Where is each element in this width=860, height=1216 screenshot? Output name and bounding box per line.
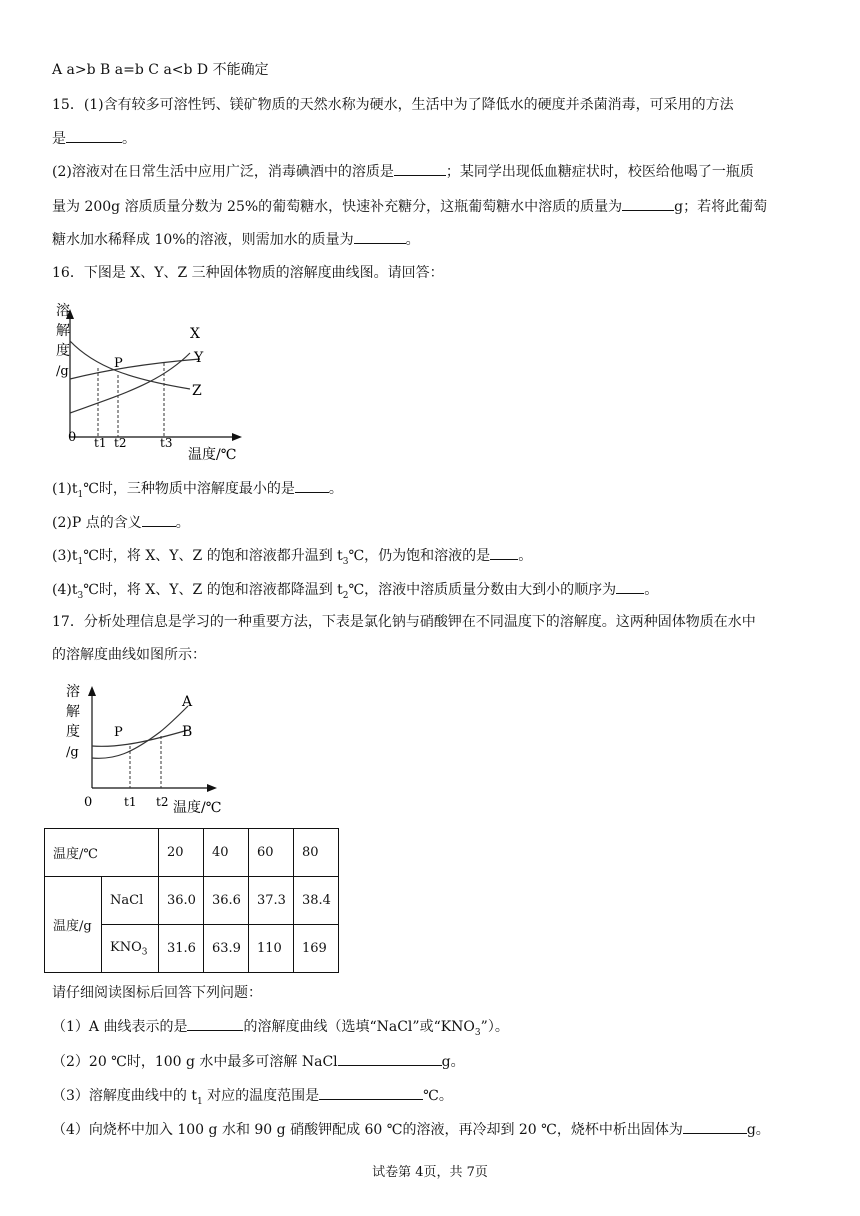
q17-stem-1: 17．分析处理信息是学习的一种重要方法，下表是氯化钠与硝酸钾在不同温度下的溶解度。这两种固体物质在水中 — [52, 614, 756, 630]
q16-q3-b: ℃时，将 X、Y、Z 的饱和溶液都升温到 t — [83, 548, 343, 564]
q17-q3 — [52, 1085, 453, 1112]
q17-ylabel-4: /g — [66, 745, 79, 760]
q16-q4-sub2: 2 — [342, 590, 349, 601]
q16-label-y: Y — [194, 350, 204, 366]
q16-q3-post: 。 — [518, 548, 533, 564]
q15-line5-post: 。 — [405, 232, 420, 248]
q17-solubility-chart — [60, 678, 260, 822]
q16-ylabel-4: /g — [56, 364, 69, 379]
q17-origin: 0 — [84, 795, 93, 810]
q15-blank-2[interactable] — [394, 161, 446, 176]
table-cell: 110 — [249, 925, 294, 973]
q14-options: A a>b B a=b C a<b D 不能确定 — [52, 62, 269, 78]
q15-blank-4[interactable] — [354, 229, 406, 244]
q17-blank-2[interactable] — [338, 1051, 442, 1066]
q16-q3-a: (3)t — [52, 548, 78, 564]
q16-q4-post: 。 — [644, 582, 659, 598]
q15-line2-post: 。 — [122, 131, 136, 147]
table-cell: 36.6 — [204, 877, 249, 925]
q17-q1-post: 的溶解度曲线（选填“NaCl”或“KNO — [243, 1019, 475, 1035]
q15-line5 — [52, 229, 420, 250]
q17-q4-pre: （4）向烧杯中加入 100 g 水和 90 g 硝酸钾配成 60 ℃的溶液，再冷却到 20 ℃，烧杯中析出固体为 — [52, 1122, 683, 1138]
q15-line4 — [52, 196, 767, 217]
q16-tick-t3: t3 — [160, 436, 173, 450]
q16-blank-3[interactable] — [490, 545, 518, 560]
q17-q3-sub: 1 — [196, 1096, 203, 1107]
q17-stem-2: 的溶解度曲线如图所示： — [52, 647, 206, 663]
q17-curve-a — [92, 706, 188, 758]
q15-line1: 15．(1)含有较多可溶性钙、镁矿物质的天然水称为硬水，生活中为了降低水的硬度并杀菌消毒，可采用的方法 — [52, 97, 734, 113]
q17-q2-pre: （2）20 ℃时，100 g 水中最多可溶解 NaCl — [52, 1054, 338, 1070]
table-header-label: 温度/℃ — [45, 829, 159, 877]
table-row — [45, 829, 339, 877]
table-cell: 36.0 — [159, 877, 204, 925]
q16-q1-post: 。 — [328, 481, 343, 497]
q16-solubility-chart — [50, 295, 250, 469]
table-header-temp: 40 — [204, 829, 249, 877]
q16-q4-c: ℃，溶液中溶质质量分数由大到小的顺序为 — [348, 582, 617, 598]
table-row-group-label: 温度/g — [45, 877, 102, 973]
q16-q2-post: 。 — [175, 515, 190, 531]
q16-q3-sub2: 3 — [342, 556, 349, 567]
q16-label-z: Z — [192, 383, 202, 399]
q17-y-axis-arrow — [88, 686, 96, 696]
q17-q2 — [52, 1051, 465, 1072]
table-cell: 169 — [294, 925, 339, 973]
q17-ylabel-3: 度 — [66, 724, 80, 740]
q16-xlabel: 温度/℃ — [188, 447, 237, 463]
q16-q3-c: ℃，仍为饱和溶液的是 — [348, 548, 491, 564]
q17-ylabel-1: 溶 — [66, 684, 80, 700]
q17-q2-post: g。 — [441, 1054, 465, 1070]
q16-q4-b: ℃时，将 X、Y、Z 的饱和溶液都降温到 t — [83, 582, 343, 598]
q17-tick-t1: t1 — [124, 795, 137, 809]
q15-line4-pre: 量为 200g 溶质质量分数为 25%的葡萄糖水，快速补充糖分，这瓶葡萄糖水中溶质的质量为 — [52, 199, 623, 215]
page-footer: 试卷第 4页，共 7页 — [372, 1165, 488, 1180]
q15-line4-post: g；若将此葡萄 — [674, 199, 768, 215]
table-cell: 31.6 — [159, 925, 204, 973]
table-cell: 38.4 — [294, 877, 339, 925]
q17-blank-4[interactable] — [683, 1119, 747, 1134]
q17-tick-t2: t2 — [156, 795, 169, 809]
q15-line2-pre: 是 — [52, 131, 66, 147]
q16-tick-t2: t2 — [114, 436, 127, 450]
table-row-name-kno3: $KNO_3$ — [102, 925, 159, 973]
q16-q3 — [52, 545, 532, 572]
q15-blank-1[interactable] — [66, 128, 122, 143]
q17-q4-post: g。 — [746, 1122, 770, 1138]
q17-xlabel: 温度/℃ — [173, 800, 222, 816]
q17-q1-end: ”）。 — [480, 1019, 509, 1035]
q17-point-p: P — [114, 725, 123, 740]
q17-q4 — [52, 1119, 770, 1140]
q16-q1-sub: 1 — [77, 489, 84, 500]
q17-blank-1[interactable] — [187, 1016, 243, 1031]
q16-ylabel-1: 溶 — [56, 303, 70, 319]
q16-point-p: P — [114, 356, 123, 371]
q16-q4-a: (4)t — [52, 582, 78, 598]
q17-q1-pre: （1）A 曲线表示的是 — [52, 1019, 188, 1035]
q17-x-axis-arrow — [207, 784, 217, 792]
q15-blank-3[interactable] — [622, 196, 674, 211]
table-row-name: NaCl — [102, 877, 159, 925]
q17-q3-post: ℃。 — [423, 1088, 453, 1104]
q17-ylabel-2: 解 — [66, 704, 80, 720]
q17-curve-b — [92, 730, 188, 746]
q16-stem: 16．下图是 X、Y、Z 三种固体物质的溶解度曲线图。请回答： — [52, 265, 444, 281]
table-header-temp: 20 — [159, 829, 204, 877]
q17-q3-mid: 对应的温度范围是 — [202, 1088, 320, 1104]
q16-x-axis-arrow — [232, 433, 242, 441]
q16-q1-mid: ℃时，三种物质中溶解度最小的是 — [83, 481, 295, 497]
table-header-temp: 80 — [294, 829, 339, 877]
q16-origin: 0 — [68, 430, 77, 445]
table-header-temp: 60 — [249, 829, 294, 877]
q16-q4 — [52, 579, 658, 606]
q16-q2 — [52, 512, 190, 533]
table-cell: 37.3 — [249, 877, 294, 925]
q16-q3-sub1: 1 — [77, 556, 84, 567]
q16-blank-2[interactable] — [142, 512, 176, 527]
q15-line3-pre: (2)溶液对在日常生活中应用广泛，消毒碘酒中的溶质是 — [52, 164, 394, 180]
q16-blank-1[interactable] — [295, 478, 329, 493]
q15-line3 — [52, 161, 754, 182]
q17-blank-3[interactable] — [319, 1085, 423, 1100]
q16-curve-z — [70, 341, 190, 389]
solubility-table — [44, 828, 339, 973]
q16-q1 — [52, 478, 343, 505]
q16-q2-pre: (2)P 点的含义 — [52, 515, 142, 531]
table-cell: 63.9 — [204, 925, 249, 973]
q16-q1-pre: (1)t — [52, 481, 78, 497]
q17-instruction: 请仔细阅读图标后回答下列问题： — [52, 985, 262, 1001]
q16-q4-sub1: 3 — [77, 590, 84, 601]
q17-label-b: B — [182, 724, 193, 740]
q16-ylabel-2: 解 — [56, 323, 70, 339]
table-row — [45, 877, 339, 925]
q17-q1-sub: 3 — [474, 1027, 481, 1038]
q16-tick-t1: t1 — [94, 436, 107, 450]
q17-q3-pre: （3）溶解度曲线中的 t — [52, 1088, 197, 1104]
q15-line2 — [52, 128, 136, 149]
q17-q1 — [52, 1016, 509, 1043]
q17-label-a: A — [182, 694, 193, 710]
q15-line3-post: ；某同学出现低血糖症状时，校医给他喝了一瓶质 — [445, 164, 754, 180]
q16-blank-4[interactable] — [616, 579, 644, 594]
q17-chart-svg — [60, 678, 260, 818]
q16-label-x: X — [190, 326, 200, 342]
q16-ylabel-3: 度 — [56, 343, 70, 359]
q16-chart-svg — [50, 295, 250, 465]
q15-line5-pre: 糖水加水稀释成 10%的溶液，则需加水的质量为 — [52, 232, 354, 248]
